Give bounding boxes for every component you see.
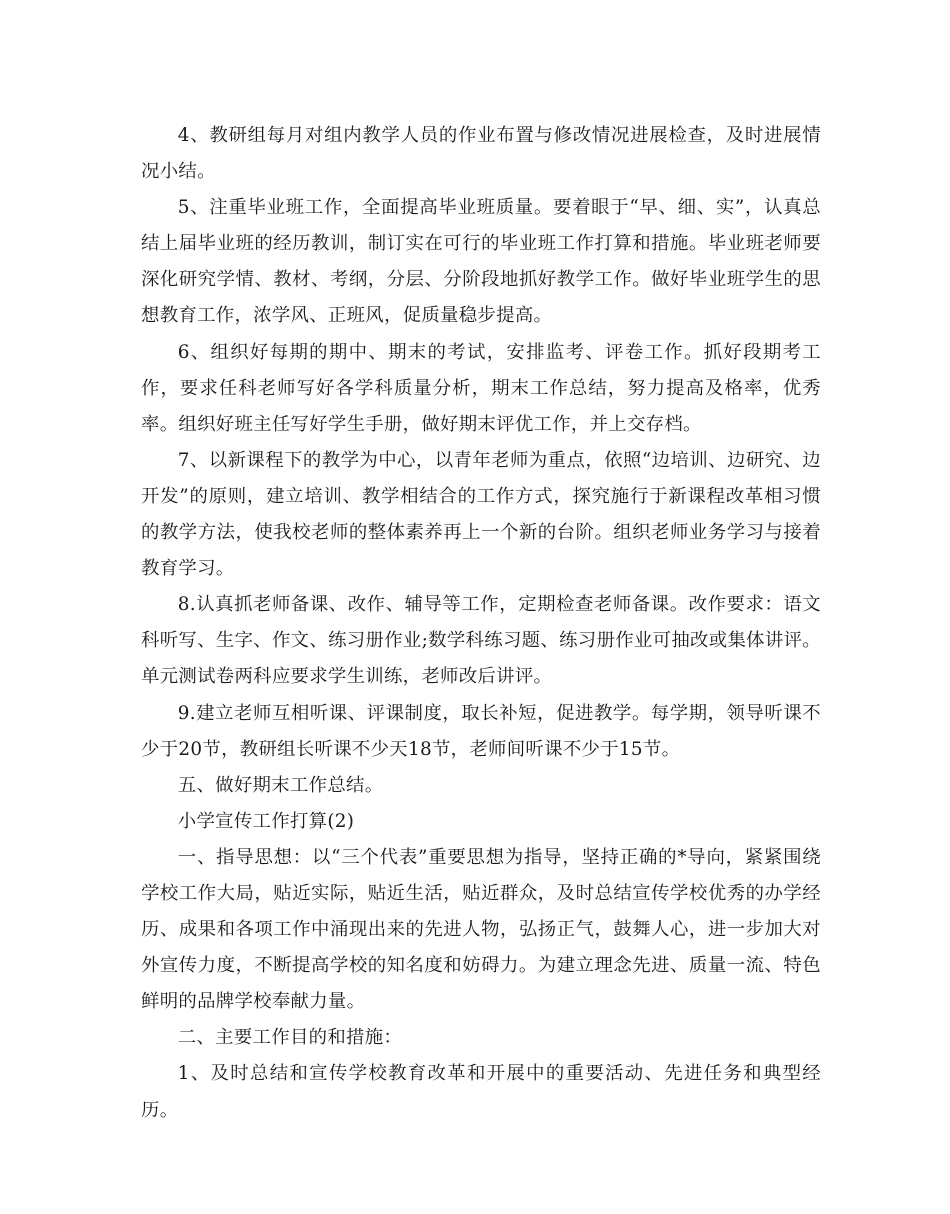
section-heading-summary: 五、做好期末工作总结。: [177, 774, 384, 796]
paragraph-item-9: 9.建立老师互相听课、评课制度，取长补短，促进教学。每学期，领导听课不少于20节，教研组长听课不少天18节，老师间听课不少于15节。: [141, 702, 821, 760]
paragraph-goal-1: 1、及时总结和宣传学校教育改革和开展中的重要活动、先进任务和典型经历。: [141, 1063, 821, 1121]
document-body: [141, 118, 821, 1129]
section-heading-goals: 二、主要工作目的和措施：: [177, 1027, 403, 1049]
document-subtitle: 小学宣传工作打算(2): [177, 810, 355, 832]
paragraph-item-7: 7、以新课程下的教学为中心，以青年老师为重点，依照“边培训、边研究、边开发”的原则，建立培训、教学相结合的工作方式，探究施行于新课程改革相习惯的教学方法，使我校老师的整体素养再上一个新的台阶。组织老师业务学习与接着教育学习。: [141, 449, 821, 580]
paragraph-item-8: 8.认真抓老师备课、改作、辅导等工作，定期检查老师备课。改作要求：语文科听写、生字、作文、练习册作业;数学科练习题、练习册作业可抽改或集体讲评。单元测试卷两科应要求学生训练，老师改后讲评。: [141, 594, 821, 688]
paragraph-item-6: 6、组织好每期的期中、期末的考试，安排监考、评卷工作。抓好段期考工作，要求任科老师写好各学科质量分析，期末工作总结，努力提高及格率，优秀率。组织好班主任写好学生手册，做好期末评优工作，并上交存档。: [141, 341, 821, 435]
paragraph-item-4: 4、教研组每月对组内教学人员的作业布置与修改情况进展检查，及时进展情况小结。: [141, 125, 821, 183]
paragraph-item-5: 5、注重毕业班工作，全面提高毕业班质量。要着眼于“早、细、实”，认真总结上届毕业班的经历教训，制订实在可行的毕业班工作打算和措施。毕业班老师要深化研究学情、教材、考纲，分层、分阶段地抓好教学工作。做好毕业班学生的思想教育工作，浓学风、正班风，促质量稳步提高。: [141, 197, 821, 327]
paragraph-guiding-ideology: 一、指导思想：以“三个代表”重要思想为指导，坚持正确的*导向，紧紧围绕学校工作大局，贴近实际，贴近生活，贴近群众，及时总结宣传学校优秀的办学经历、成果和各项工作中涌现出来的先进人物，弘扬正气，鼓舞人心，进一步加大对外宣传力度，不断提高学校的知名度和妨碍力。为建立理念先进、质量一流、特色鲜明的品牌学校奉献力量。: [141, 846, 821, 1013]
